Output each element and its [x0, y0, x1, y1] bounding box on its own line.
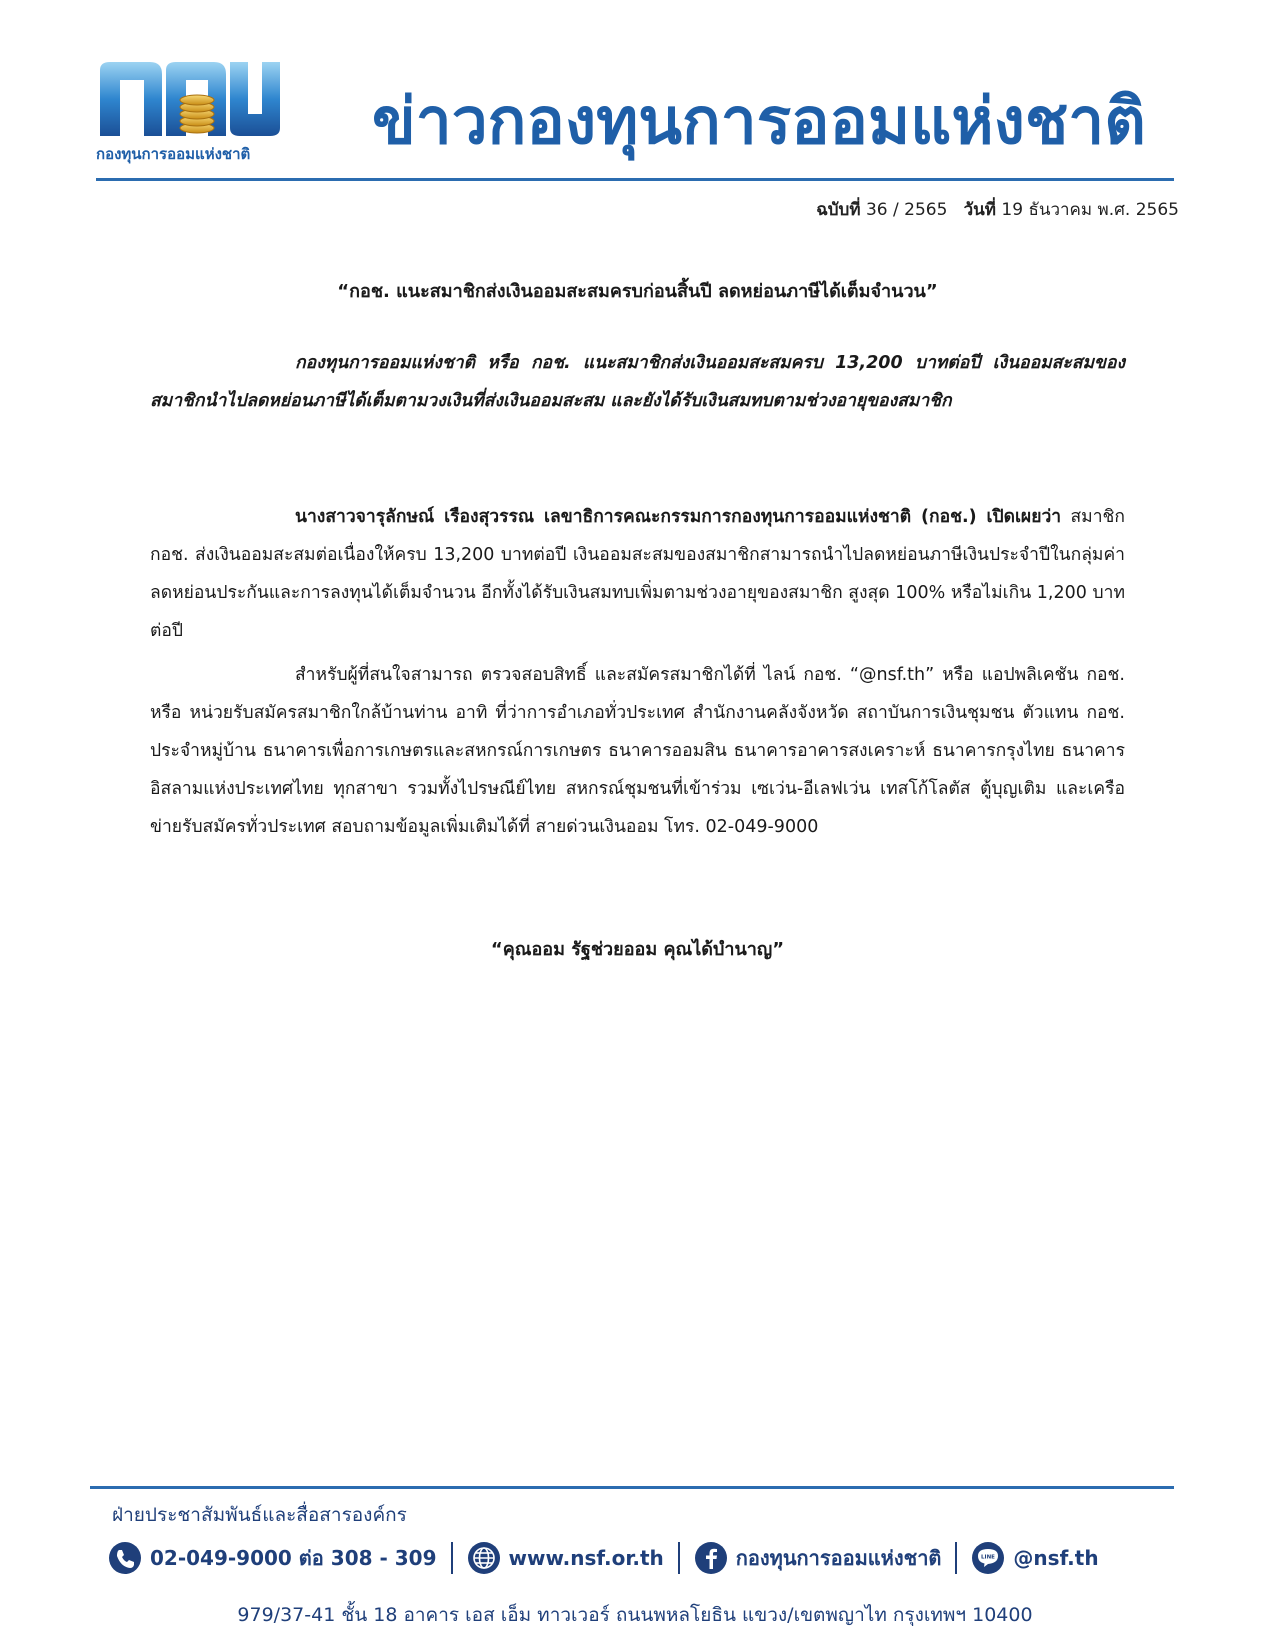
footer-department: ฝ่ายประชาสัมพันธ์และสื่อสารองค์กร — [112, 1504, 407, 1526]
lead-text: กองทุนการออมแห่งชาติ หรือ กอช. แนะสมาชิกส่งเงินออมสะสมครบ 13,200 บาทต่อปี เงินออมสะสมของสมาชิกนำไปลดหย่อนภาษีได้เต็มตามวงเงินที่ส่งเงินออมสะสม และยังได้รับเงินสมทบตามช่วงอายุของสมาชิก — [150, 353, 1125, 411]
globe-icon — [467, 1541, 501, 1575]
speaker-intro: นางสาวจารุลักษณ์ เรืองสุวรรณ เลขาธิการคณะกรรมการกองทุนการออมแห่งชาติ (กอช.) เปิดเผยว่า — [295, 507, 1062, 527]
body-paragraph-1-text: สมาชิก กอช. ส่งเงินออมสะสมต่อเนื่องให้ครบ 13,200 บาทต่อปี เงินออมสะสมของสมาชิกสามารถนำไปลดหย่อนภาษีเงินประจำปีในกลุ่มค่าลดหย่อนประกันและการลงทุนได้เต็มจำนวน อีกทั้งได้รับเงินสมทบเพิ่มตามช่วงอายุของสมาชิก สูงสุด 100% หรือไม่เกิน 1,200 บาทต่อปี — [150, 507, 1125, 641]
issue-label: ฉบับที่ — [816, 200, 861, 220]
facebook-icon — [694, 1541, 728, 1575]
issue-info — [816, 196, 1179, 223]
footer-divider — [90, 1486, 1174, 1489]
contact-separator — [678, 1542, 680, 1574]
svg-text:LINE: LINE — [981, 1554, 996, 1561]
body-paragraph-2 — [150, 656, 1125, 846]
footer-contacts — [108, 1536, 1188, 1580]
issue-value: 36 / 2565 — [865, 200, 948, 220]
contact-phone — [108, 1541, 437, 1575]
slogan: “คุณออม รัฐช่วยออม คุณได้บำนาญ” — [490, 939, 785, 960]
phone-icon — [108, 1541, 142, 1575]
footer-address: 979/37-41 ชั้น 18 อาคาร เอส เอ็ม ทาวเวอร์ ถนนพหลโยธิน แขวง/เขตพญาไท กรุงเทพฯ 10400 — [237, 1604, 1033, 1626]
contact-line-text: @nsf.th — [1013, 1546, 1099, 1570]
nsf-logo — [96, 58, 296, 166]
contact-website[interactable] — [467, 1541, 664, 1575]
contact-phone-text: 02-049-9000 ต่อ 308 - 309 — [150, 1546, 437, 1570]
contact-separator — [451, 1542, 453, 1574]
contact-website-text: www.nsf.or.th — [508, 1546, 664, 1570]
logo-caption: กองทุนการออมแห่งชาติ — [96, 145, 251, 163]
contact-facebook-text: กองทุนการออมแห่งชาติ — [735, 1546, 942, 1570]
contact-line[interactable] — [971, 1541, 1098, 1575]
lead-paragraph — [150, 344, 1125, 420]
headline: “กอช. แนะสมาชิกส่งเงินออมสะสมครบก่อนสิ้นปี ลดหย่อนภาษีได้เต็มจำนวน” — [337, 281, 938, 302]
body-paragraph-2-text: สำหรับผู้ที่สนใจสามารถ ตรวจสอบสิทธิ์ และสมัครสมาชิกได้ที่ ไลน์ กอช. “@nsf.th” หรือ แอปพลิเคชัน กอช. หรือ หน่วยรับสมัครสมาชิกใกล้บ้านท่าน อาทิ ที่ว่าการอำเภอทั่วประเทศ สำนักงานคลังจังหวัด สถาบันการเงินชุมชน ตัวแทน กอช. ประจำหมู่บ้าน ธนาคารเพื่อการเกษตรและสหกรณ์การเกษตร ธนาคารออมสิน ธนาคารอาคารสงเคราะห์ ธนาคารกรุงไทย ธนาคารอิสลามแห่งประเทศไทย ทุกสาขา รวมทั้งไปรษณีย์ไทย สหกรณ์ชุมชนที่เข้าร่วม เซเว่น-อีเลฟเว่น เทสโก้โลตัส ตู้บุญเติม และเครือข่ายรับสมัครทั่วประเทศ สอบถามข้อมูลเพิ่มเติมได้ที่ สายด่วนเงินออม โทร. 02-049-9000 — [150, 665, 1125, 837]
line-icon — [971, 1541, 1005, 1575]
body-paragraph-1 — [150, 498, 1125, 650]
contact-separator — [955, 1542, 957, 1574]
nsf-logo-icon — [96, 58, 288, 140]
header-divider — [96, 178, 1174, 181]
contact-facebook[interactable] — [694, 1541, 942, 1575]
page-title: ข่าวกองทุนการออมแห่งชาติ — [372, 85, 1146, 159]
date-label: วันที่ — [963, 200, 996, 220]
date-value: 19 ธันวาคม พ.ศ. 2565 — [1001, 200, 1179, 220]
